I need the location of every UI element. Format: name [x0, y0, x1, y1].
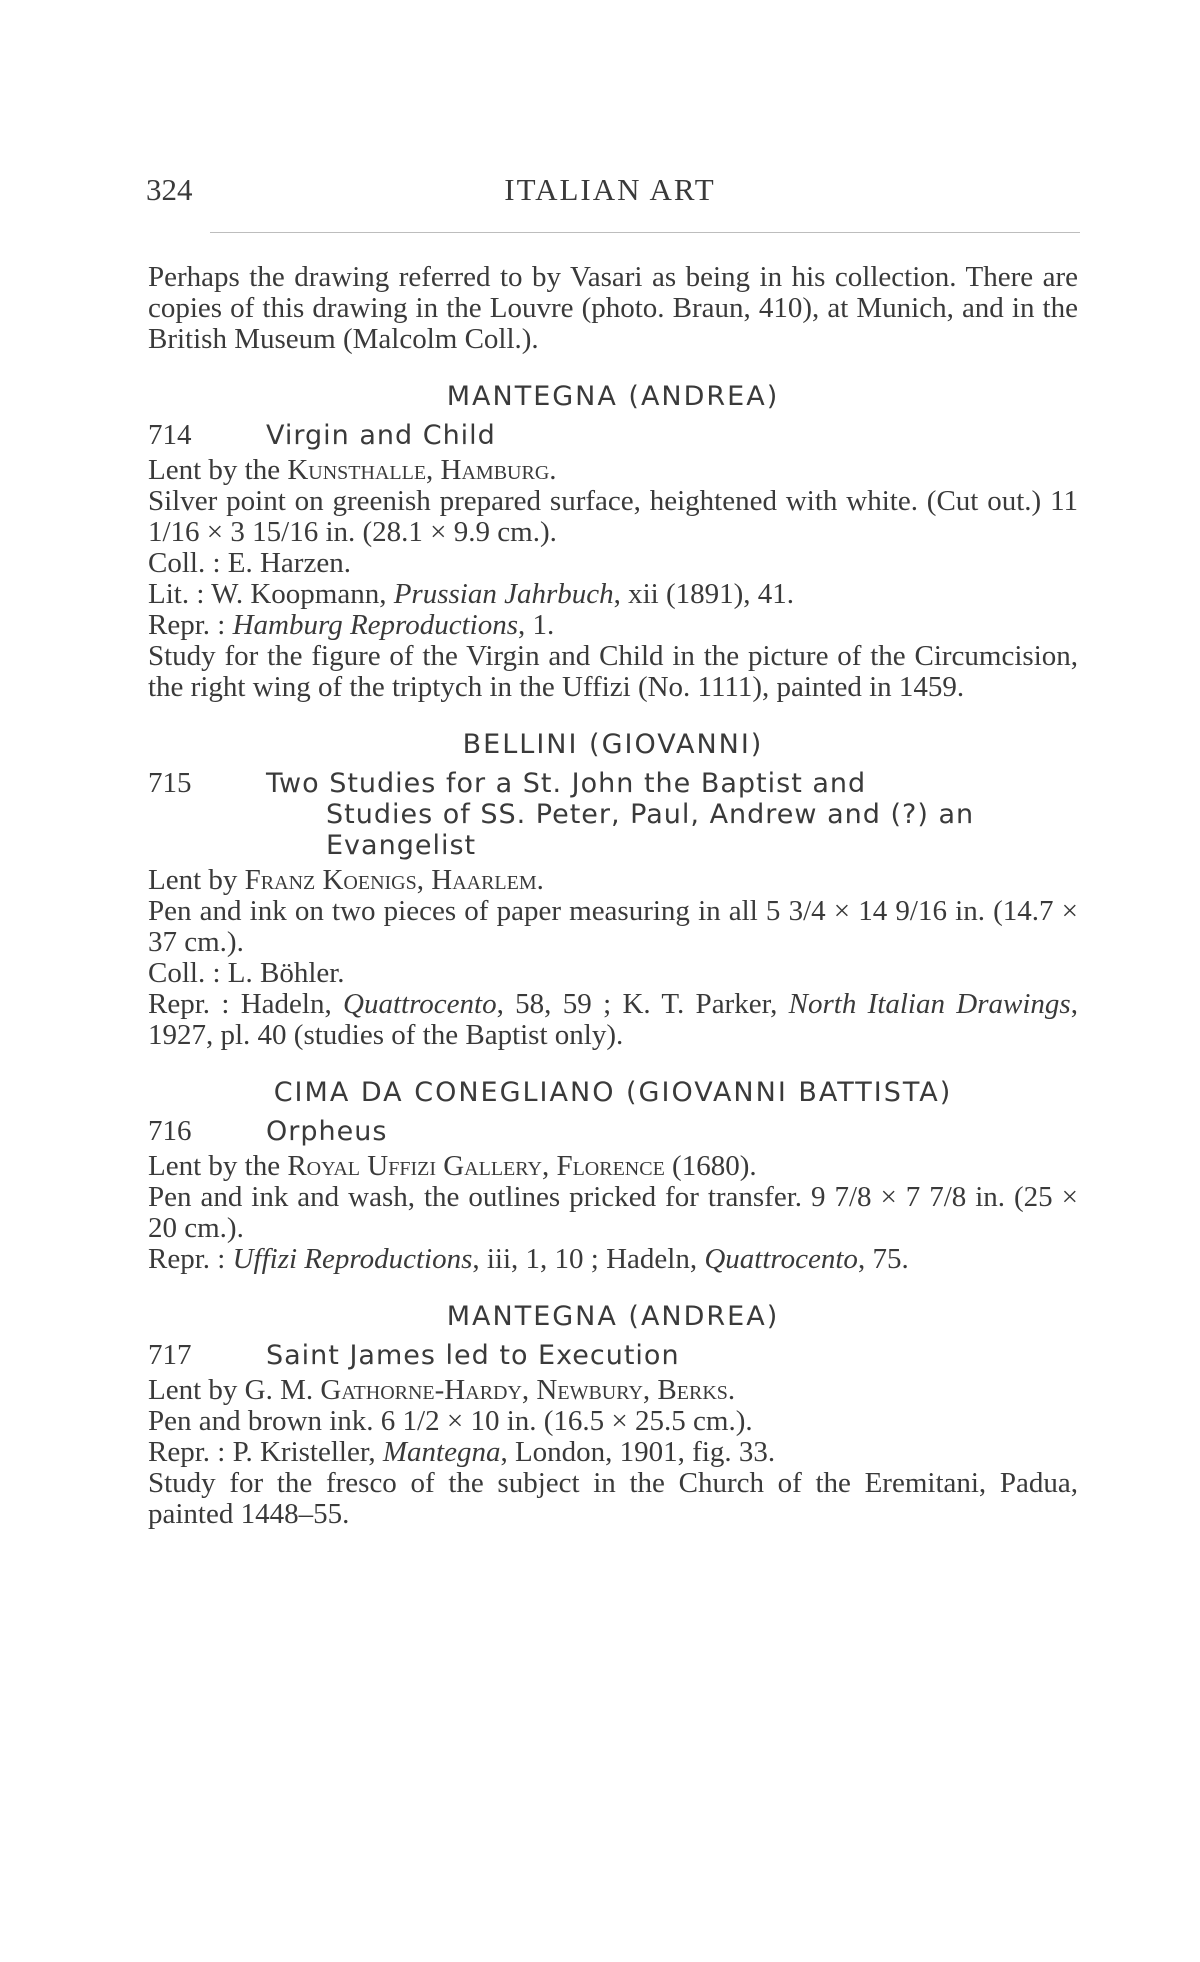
- entry-number: 714: [148, 419, 192, 451]
- catalogue-entry-714: [148, 381, 1078, 703]
- catalogue-entry-717: [148, 1301, 1078, 1530]
- entry-heading: [148, 1340, 1078, 1371]
- lender-line: Lent by the Royal Uffizi Gallery, Florence (1680).: [148, 1150, 757, 1182]
- medium-line: Pen and ink and wash, the outlines pricked for transfer. 9 7/8 × 7 7/8 in. (25 × 20 cm.).: [148, 1181, 1078, 1244]
- entry-note: Study for the fresco of the subject in the Church of the Eremitani, Padua, painted 1448–55.: [148, 1467, 1078, 1530]
- entry-title: Virgin and Child: [266, 420, 496, 451]
- reproduction-line: Repr. : Hamburg Reproductions, 1.: [148, 609, 555, 641]
- literature-title: Prussian Jahrbuch: [393, 578, 614, 610]
- page-header: [140, 172, 1080, 212]
- running-head: ITALIAN ART: [504, 172, 716, 207]
- lender-name: Franz Koenigs, Haarlem: [244, 864, 537, 896]
- artist-heading: CIMA DA CONEGLIANO (GIOVANNI BATTISTA): [273, 1077, 953, 1108]
- reproduction-line: Repr. : Uffizi Reproductions, iii, 1, 10 ; Hadeln, Quattrocento, 75.: [148, 1243, 909, 1275]
- lender-name: Royal Uffizi Gallery, Florence: [287, 1150, 665, 1182]
- entry-title: Two Studies for a St. John the Baptist and Studies of SS. Peter, Paul, Andrew and (?) an Evangelist: [266, 768, 975, 861]
- reproduction-title: Hamburg Reproductions: [232, 609, 519, 641]
- medium-line: Pen and ink on two pieces of paper measuring in all 5 3/4 × 14 9/16 in. (14.7 × 37 cm.).: [148, 895, 1078, 958]
- reproduction-line: Repr. : Hadeln, Quattrocento, 58, 59 ; K. T. Parker, North Italian Drawings, 1927, pl. 40 (studies of the Baptist only).: [148, 988, 1078, 1051]
- entry-heading: [148, 1116, 1078, 1147]
- artist-heading: MANTEGNA (ANDREA): [446, 1301, 780, 1332]
- entry-heading: [148, 420, 1078, 451]
- lender-line: Lent by G. M. Gathorne-Hardy, Newbury, Berks.: [148, 1374, 736, 1406]
- lender-line: Lent by the Kunsthalle, Hamburg.: [148, 454, 557, 486]
- entry-number: 717: [148, 1339, 192, 1371]
- entry-number: 715: [148, 767, 192, 799]
- collection-line: Coll. : E. Harzen.: [148, 547, 351, 579]
- collection-line: Coll. : L. Böhler.: [148, 957, 345, 989]
- artist-heading: MANTEGNA (ANDREA): [446, 381, 780, 412]
- entry-title: Orpheus: [266, 1116, 388, 1147]
- catalogue-entry-716: [148, 1077, 1078, 1275]
- entry-heading: [148, 768, 1078, 861]
- lender-name: Kunsthalle, Hamburg: [287, 454, 550, 486]
- entry-note: Study for the figure of the Virgin and Child in the picture of the Circumcision, the right wing of the triptych in the Uffizi (No. 1111), painted in 1459.: [148, 640, 1078, 703]
- reproduction-line: Repr. : P. Kristeller, Mantegna, London, 1901, fig. 33.: [148, 1436, 776, 1468]
- page-number: 324: [146, 172, 193, 207]
- literature-line: Lit. : W. Koopmann, Prussian Jahrbuch, xii (1891), 41.: [148, 578, 795, 610]
- artist-heading: BELLINI (GIOVANNI): [462, 729, 764, 760]
- catalogue-entry-715: [148, 729, 1078, 1051]
- lender-name: Gathorne-Hardy, Newbury, Berks: [320, 1374, 728, 1406]
- medium-line: Silver point on greenish prepared surface, heightened with white. (Cut out.) 11 1/16 × 3 15/16 in. (28.1 × 9.9 cm.).: [148, 485, 1078, 548]
- page-body: [148, 262, 1078, 1530]
- header-rule: [210, 232, 1080, 233]
- lender-line: Lent by Franz Koenigs, Haarlem.: [148, 864, 544, 896]
- medium-line: Pen and brown ink. 6 1/2 × 10 in. (16.5 × 25.5 cm.).: [148, 1405, 753, 1437]
- entry-number: 716: [148, 1115, 192, 1147]
- entry-title: Saint James led to Execution: [266, 1340, 680, 1371]
- intro-paragraph: Perhaps the drawing referred to by Vasari as being in his collection. There are copies of this drawing in the Louvre (photo. Braun, 410), at Munich, and in the British Museum (Malcolm Coll.).: [148, 261, 1078, 355]
